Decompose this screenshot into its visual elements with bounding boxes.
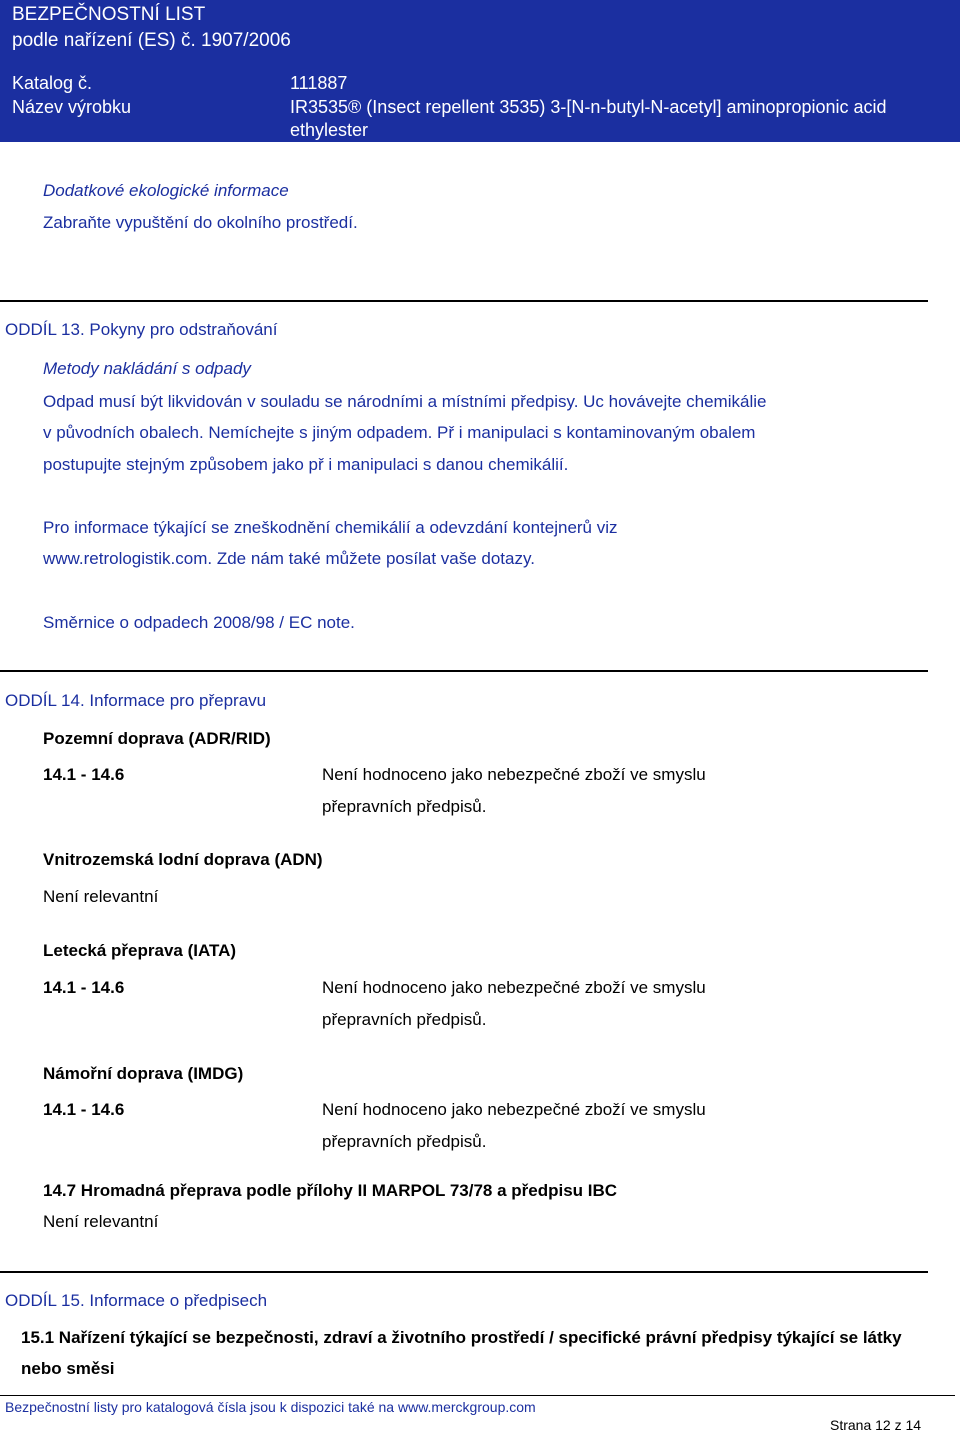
section-divider: [0, 1271, 928, 1273]
eco-text: Zabraňte vypuštění do okolního prostředí.: [43, 213, 358, 232]
page-number: Strana 12 z 14: [830, 1417, 922, 1433]
product-value-cont: ethylester: [290, 120, 369, 140]
road-value-cont: přepravních předpisů.: [322, 797, 487, 816]
section13-title: ODDÍL 13. Pokyny pro odstraňování: [5, 320, 278, 339]
catalog-value: 111887: [290, 73, 348, 93]
footer-note: Bezpečnostní listy pro katalogová čísla jsou k dispozici také na www.merckgroup.com: [5, 1399, 536, 1415]
section15-title: ODDÍL 15. Informace o předpisech: [5, 1291, 268, 1310]
disposal-line: postupujte stejným způsobem jako př i manipulaci s danou chemikálií.: [43, 455, 569, 474]
sea-heading: Námořní doprava (IMDG): [43, 1064, 244, 1083]
product-value: IR3535® (Insect repellent 3535) 3-[N-n-butyl-N-acetyl] aminopropionic acid: [290, 97, 887, 117]
sea-value: Není hodnoceno jako nebezpečné zboží ve smyslu: [322, 1100, 706, 1119]
footer-divider: [0, 1395, 955, 1396]
disposal-line: Odpad musí být likvidován v souladu se národními a místními předpisy. Uc hovávejte chemikálie: [43, 392, 767, 411]
sea-code: 14.1 - 14.6: [43, 1100, 125, 1119]
section15-subheading: 15.1 Nařízení týkající se bezpečnosti, zdraví a životního prostředí / specifické právní předpisy týkající se látky: [21, 1328, 902, 1347]
disposal-info-line: Pro informace týkající se zneškodnění chemikálií a odevzdání kontejnerů viz: [43, 518, 618, 537]
bulk-value: Není relevantní: [43, 1212, 159, 1231]
document-title: BEZPEČNOSTNÍ LIST: [12, 4, 206, 25]
waste-directive: Směrnice o odpadech 2008/98 / EC note.: [43, 613, 355, 632]
sea-value-cont: přepravních předpisů.: [322, 1132, 487, 1151]
air-value-cont: přepravních předpisů.: [322, 1010, 487, 1029]
road-code: 14.1 - 14.6: [43, 765, 125, 784]
section15-subheading-cont: nebo směsi: [21, 1359, 115, 1378]
disposal-line: v původních obalech. Nemíchejte s jiným odpadem. Př i manipulaci s kontaminovaným obalem: [43, 423, 756, 442]
air-value: Není hodnoceno jako nebezpečné zboží ve smyslu: [322, 978, 706, 997]
air-heading: Letecká přeprava (IATA): [43, 941, 237, 960]
section-divider: [0, 300, 928, 302]
air-code: 14.1 - 14.6: [43, 978, 125, 997]
road-value: Není hodnoceno jako nebezpečné zboží ve smyslu: [322, 765, 706, 784]
document-header: [0, 0, 960, 142]
section13-subheading: Metody nakládání s odpady: [43, 359, 251, 378]
inland-value: Není relevantní: [43, 887, 159, 906]
catalog-label: Katalog č.: [12, 73, 93, 93]
regulation-subtitle: podle nařízení (ES) č. 1907/2006: [12, 30, 291, 51]
section-divider: [0, 670, 928, 672]
road-heading: Pozemní doprava (ADR/RID): [43, 729, 271, 748]
product-label: Název výrobku: [12, 97, 132, 117]
inland-heading: Vnitrozemská lodní doprava (ADN): [43, 850, 323, 869]
disposal-info-line: www.retrologistik.com. Zde nám také můžete posílat vaše dotazy.: [43, 549, 535, 568]
section14-title: ODDÍL 14. Informace pro přepravu: [5, 691, 267, 710]
bulk-heading: 14.7 Hromadná přeprava podle přílohy II MARPOL 73/78 a předpisu IBC: [43, 1181, 618, 1200]
eco-heading: Dodatkové ekologické informace: [43, 181, 289, 200]
